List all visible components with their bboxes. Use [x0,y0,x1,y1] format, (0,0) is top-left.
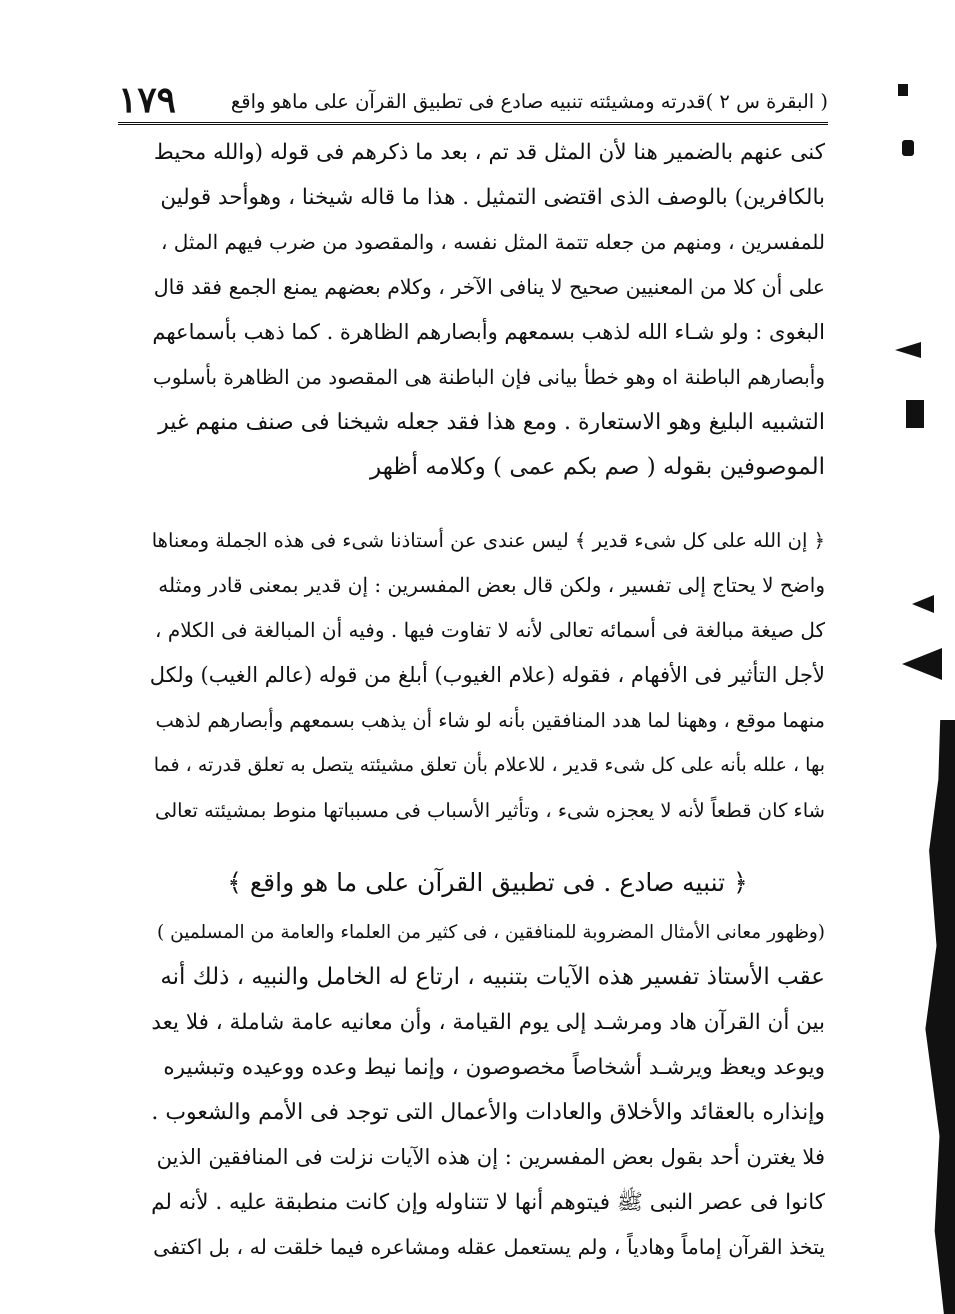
header-title: ( البقرة س ٢ )قدرته ومشيئته تنبيه صادع فى تطبيق القرآن على ماهو واقع [230,90,828,113]
text-line: بين أن القرآن هاد ومرشـد إلى يوم القيامة ، وأن معانيه عامة شاملة ، فلا يعد [151,1010,825,1035]
running-header [118,70,828,125]
scan-artifact [902,140,914,156]
paragraph-1 [150,130,825,490]
scan-artifact [895,342,921,358]
text-line: التشبيه البليغ وهو الاستعارة . ومع هذا فقد جعله شيخنا فى صنف منهم غير [158,410,825,435]
scan-artifact [902,648,942,680]
text-line: كنى عنهم بالضمير هنا لأن المثل قد تم ، بعد ما ذكرهم فى قوله (والله محيط [153,140,825,165]
text-line: كانوا فى عصر النبى ﷺ فيتوهم أنها لا تتناوله وإن كانت منطبقة عليه . لأنه لم [151,1190,825,1215]
paragraph-3 [150,910,825,1270]
section-heading-text: ﴿ تنبيه صادع . فى تطبيق القرآن على ما هو واقع ﴾ [227,868,748,897]
text-line: عقب الأستاذ تفسير هذه الآيات بتنبيه ، ارتاع له الخامل والنبيه ، ذلك أنه [160,964,825,990]
scan-artifact [906,400,924,428]
text-line: كل صيغة مبالغة فى أسمائه تعالى لأنه لا تفاوت فيها . وفيه أن المبالغة فى الكلام ، [155,618,825,642]
text-line: وأبصارهم الباطنة اه وهو خطأ بيانى فإن الباطنة هى المقصود من الظاهرة بأسلوب [152,365,825,389]
text-line: واضح لا يحتاج إلى تفسير ، ولكن قال بعض المفسرين : إن قدير بمعنى قادر ومثله [158,573,825,597]
text-line: البغوى : ولو شـاء الله لذهب بسمعهم وأبصارهم الظاهرة . كما ذهب بأسماعهم [152,320,825,344]
text-line: على أن كلا من المعنيين صحيح لا ينافى الآخر ، وكلام بعضهم يمنع الجمع فقد قال [153,275,825,299]
paragraph-2 [150,518,825,833]
text-line: بالكافرين) بالوصف الذى اقتضى التمثيل . هذا ما قاله شيخنا ، وهوأحد قولين [160,185,825,210]
text-line: للمفسرين ، ومنهم من جعله تتمة المثل نفسه ، والمقصود من ضرب فيهم المثل ، [160,230,825,254]
page-number: ١٧٩ [118,79,177,121]
text-line: لأجل التأثير فى الأفهام ، فقوله (علام الغيوب) أبلغ من قوله (عالم الغيب) ولكل [149,663,825,687]
text-line: ﴿ إن الله على كل شىء قدير ﴾ ليس عندى عن أستاذنا شىء فى هذه الجملة ومعناها [151,529,825,552]
text-line: ويوعد ويعظ ويرشـد أشخاصاً مخصوصون ، وإنما نيط وعده ووعيده وتبشيره [163,1055,825,1080]
text-line: منهما موقع ، وههنا لما هدد المنافقين بأنه لو شاء أن يذهب بسمعهم وأبصارهم لذهب [155,709,825,732]
section-heading [150,858,825,908]
text-line: الموصوفين بقوله ( صم بكم عمى ) وكلامه أظهر [370,454,825,480]
scan-artifact [912,595,934,613]
text-line: يتخذ القرآن إماماً وهادياً ، ولم يستعمل عقله ومشاعره فيما خلقت له ، بل اكتفى [153,1235,825,1259]
text-line: فلا يغترن أحد بقول بعض المفسرين : إن هذه الآيات نزلت فى المنافقين الذين [156,1145,825,1169]
text-line: وإنذاره بالعقائد والأخلاق والعادات والأعمال التى توجد فى الأمم والشعوب . [151,1100,825,1125]
text-line: شاء كان قطعاً لأنه لا يعجزه شىء ، وتأثير الأسباب فى مسبباتها منوط بمشيئته تعالى [154,799,825,822]
text-line: بها ، علله بأنه على كل شىء قدير ، للاعلام بأن تعلق مشيئته يتصل به تعلق قدرته ، فما [153,754,825,776]
scan-artifact [898,84,908,96]
text-line: (وظهور معانى الأمثال المضروبة للمنافقين ، فى كثير من العلماء والعامة من المسلمين ) [157,922,825,943]
scan-edge-shadow [918,720,955,1314]
